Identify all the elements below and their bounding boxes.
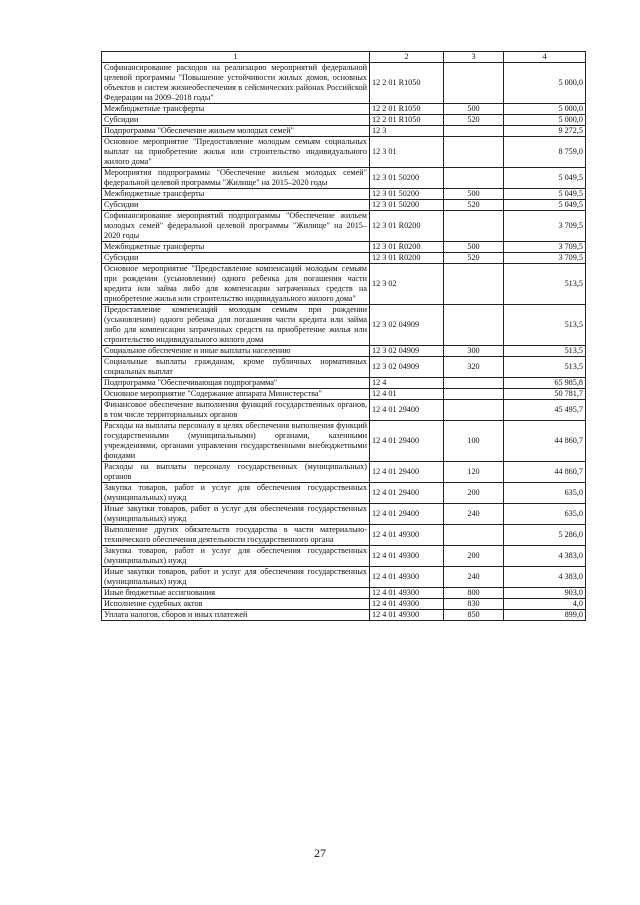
row-expense-type: 500 xyxy=(444,104,504,115)
row-name: Иные бюджетные ассигнования xyxy=(102,588,370,599)
table-row xyxy=(102,168,586,189)
row-code: 12 3 01 50200 xyxy=(370,168,444,189)
row-name: Выполнение других обязательств государства в части материально-технического обеспечения деятельности государственного органа xyxy=(102,525,370,546)
row-name: Межбюджетные трансферты xyxy=(102,242,370,253)
row-expense-type: 500 xyxy=(444,189,504,200)
table-row xyxy=(102,264,586,305)
row-amount: 3 709,5 xyxy=(504,253,586,264)
row-expense-type: 520 xyxy=(444,115,504,126)
row-code: 12 2 01 R1050 xyxy=(370,104,444,115)
table-row xyxy=(102,137,586,168)
row-amount: 899,0 xyxy=(504,610,586,621)
row-name: Предоставление компенсаций молодым семьям при рождении (усыновлении) одного ребенка для погашения части кредита или займа либо для компенсации затраченных средств на приобретение жилья или строительство индивидуального жилого дома xyxy=(102,305,370,346)
row-expense-type xyxy=(444,137,504,168)
table-row xyxy=(102,305,586,346)
table-row xyxy=(102,211,586,242)
row-code: 12 4 01 xyxy=(370,389,444,400)
row-code: 12 4 01 29400 xyxy=(370,462,444,483)
row-expense-type xyxy=(444,305,504,346)
table-row xyxy=(102,126,586,137)
row-amount: 4,0 xyxy=(504,599,586,610)
row-amount: 513,5 xyxy=(504,305,586,346)
table-row xyxy=(102,504,586,525)
row-name: Субсидии xyxy=(102,253,370,264)
row-code: 12 4 01 29400 xyxy=(370,504,444,525)
row-expense-type: 520 xyxy=(444,200,504,211)
row-name: Субсидии xyxy=(102,200,370,211)
row-expense-type xyxy=(444,211,504,242)
table-row xyxy=(102,567,586,588)
row-amount: 513,5 xyxy=(504,264,586,305)
row-code: 12 3 02 04909 xyxy=(370,305,444,346)
row-code: 12 3 02 04909 xyxy=(370,346,444,357)
row-code: 12 3 01 R0200 xyxy=(370,211,444,242)
table-row xyxy=(102,378,586,389)
row-expense-type: 500 xyxy=(444,242,504,253)
row-amount: 5 286,0 xyxy=(504,525,586,546)
column-header: 2 xyxy=(370,52,444,63)
table-row xyxy=(102,115,586,126)
row-expense-type: 240 xyxy=(444,504,504,525)
row-expense-type xyxy=(444,389,504,400)
row-name: Социальные выплаты гражданам, кроме публичных нормативных социальных выплат xyxy=(102,357,370,378)
row-expense-type: 200 xyxy=(444,483,504,504)
row-code: 12 4 xyxy=(370,378,444,389)
row-expense-type xyxy=(444,378,504,389)
row-amount: 45 495,7 xyxy=(504,400,586,421)
row-name: Субсидии xyxy=(102,115,370,126)
row-expense-type xyxy=(444,63,504,104)
row-expense-type: 100 xyxy=(444,421,504,462)
row-name: Основное мероприятие "Предоставление молодым семьям социальных выплат на приобретение жилья или строительство индивидуального жилого дома" xyxy=(102,137,370,168)
row-amount: 65 985,8 xyxy=(504,378,586,389)
table-row xyxy=(102,104,586,115)
row-amount: 5 049,5 xyxy=(504,168,586,189)
row-code: 12 4 01 49300 xyxy=(370,610,444,621)
row-expense-type: 300 xyxy=(444,346,504,357)
row-amount: 513,5 xyxy=(504,357,586,378)
row-code: 12 3 01 50200 xyxy=(370,189,444,200)
row-name: Софинансирование мероприятий подпрограммы "Обеспечение жильем молодых семей" федеральной целевой программы "Жилище" на 2015–2020 годы xyxy=(102,211,370,242)
row-code: 12 4 01 29400 xyxy=(370,483,444,504)
table-row xyxy=(102,357,586,378)
page-number: 27 xyxy=(314,846,326,860)
row-name: Подпрограмма "Обеспечивающая подпрограмма" xyxy=(102,378,370,389)
row-expense-type: 200 xyxy=(444,546,504,567)
row-code: 12 4 01 49300 xyxy=(370,546,444,567)
row-name: Расходы на выплаты персоналу государственных (муниципальных) органов xyxy=(102,462,370,483)
row-name: Софинансирование расходов на реализацию мероприятий федеральной целевой программы "Повышение устойчивости жилых домов, основных объектов и систем жизнеобеспечения в сейсмических районах Российской Федерации на 2009–2018 годы" xyxy=(102,63,370,104)
row-name: Социальное обеспечение и иные выплаты населению xyxy=(102,346,370,357)
table-row xyxy=(102,525,586,546)
row-expense-type: 520 xyxy=(444,253,504,264)
row-amount: 5 049,5 xyxy=(504,189,586,200)
row-name: Расходы на выплаты персоналу в целях обеспечения выполнения функций государственными (муниципальными) органами, казенными учреждениями, органами управления государственными внебюджетными фондами xyxy=(102,421,370,462)
row-amount: 635,0 xyxy=(504,504,586,525)
row-name: Уплата налогов, сборов и иных платежей xyxy=(102,610,370,621)
row-code: 12 3 xyxy=(370,126,444,137)
row-amount: 513,5 xyxy=(504,346,586,357)
table-row xyxy=(102,546,586,567)
table-row xyxy=(102,588,586,599)
table-row xyxy=(102,242,586,253)
table-row xyxy=(102,462,586,483)
row-code: 12 3 01 R0200 xyxy=(370,253,444,264)
row-expense-type xyxy=(444,400,504,421)
row-expense-type: 800 xyxy=(444,588,504,599)
row-name: Основное мероприятие "Предоставление компенсаций молодым семьям при рождении (усыновлении) одного ребенка для погашения части кредита или займа либо для компенсации затраченных средств на приобретение жилья или строительство индивидуального жилого дома" xyxy=(102,264,370,305)
row-amount: 5 049,5 xyxy=(504,200,586,211)
table-row xyxy=(102,253,586,264)
row-amount: 903,0 xyxy=(504,588,586,599)
row-amount: 635,0 xyxy=(504,483,586,504)
table-header-row xyxy=(102,52,586,63)
row-name: Финансовое обеспечение выполнения функций государственных органов, в том числе территориальных органов xyxy=(102,400,370,421)
row-code: 12 2 01 R1050 xyxy=(370,115,444,126)
row-code: 12 4 01 29400 xyxy=(370,421,444,462)
row-expense-type: 830 xyxy=(444,599,504,610)
row-expense-type xyxy=(444,264,504,305)
row-name: Межбюджетные трансферты xyxy=(102,104,370,115)
table-row xyxy=(102,346,586,357)
row-amount: 8 759,0 xyxy=(504,137,586,168)
row-expense-type xyxy=(444,168,504,189)
budget-table xyxy=(101,51,586,621)
table-body xyxy=(102,63,586,621)
row-code: 12 4 01 49300 xyxy=(370,599,444,610)
column-header: 1 xyxy=(102,52,370,63)
row-expense-type xyxy=(444,126,504,137)
row-name: Основное мероприятие "Содержание аппарата Министерства" xyxy=(102,389,370,400)
row-amount: 44 860,7 xyxy=(504,462,586,483)
row-amount: 5 000,0 xyxy=(504,115,586,126)
row-code: 12 4 01 29400 xyxy=(370,400,444,421)
table-row xyxy=(102,599,586,610)
row-name: Иные закупки товаров, работ и услуг для обеспечения государственных (муниципальных) нужд xyxy=(102,504,370,525)
row-amount: 4 383,0 xyxy=(504,567,586,588)
row-name: Исполнение судебных актов xyxy=(102,599,370,610)
table-row xyxy=(102,200,586,211)
row-code: 12 3 01 xyxy=(370,137,444,168)
column-header: 3 xyxy=(444,52,504,63)
row-code: 12 3 01 R0200 xyxy=(370,242,444,253)
table-row xyxy=(102,610,586,621)
row-name: Закупка товаров, работ и услуг для обеспечения государственных (муниципальных) нужд xyxy=(102,546,370,567)
table-row xyxy=(102,389,586,400)
row-name: Подпрограмма "Обеспечение жильем молодых семей" xyxy=(102,126,370,137)
row-name: Иные закупки товаров, работ и услуг для обеспечения государственных (муниципальных) нужд xyxy=(102,567,370,588)
row-code: 12 2 01 R1050 xyxy=(370,63,444,104)
row-name: Закупка товаров, работ и услуг для обеспечения государственных (муниципальных) нужд xyxy=(102,483,370,504)
row-expense-type: 120 xyxy=(444,462,504,483)
row-amount: 44 860,7 xyxy=(504,421,586,462)
row-amount: 3 709,5 xyxy=(504,211,586,242)
row-amount: 5 000,0 xyxy=(504,104,586,115)
row-amount: 9 272,5 xyxy=(504,126,586,137)
row-name: Мероприятия подпрограммы "Обеспечение жильем молодых семей" федеральной целевой программы "Жилище" на 2015–2020 годы xyxy=(102,168,370,189)
row-amount: 3 709,5 xyxy=(504,242,586,253)
row-code: 12 3 02 xyxy=(370,264,444,305)
row-amount: 5 000,0 xyxy=(504,63,586,104)
row-code: 12 3 02 04909 xyxy=(370,357,444,378)
row-expense-type: 240 xyxy=(444,567,504,588)
row-expense-type xyxy=(444,525,504,546)
row-amount: 50 781,7 xyxy=(504,389,586,400)
table-row xyxy=(102,63,586,104)
row-code: 12 4 01 49300 xyxy=(370,567,444,588)
row-code: 12 4 01 49300 xyxy=(370,525,444,546)
column-header: 4 xyxy=(504,52,586,63)
table-row xyxy=(102,189,586,200)
row-expense-type: 850 xyxy=(444,610,504,621)
row-expense-type: 320 xyxy=(444,357,504,378)
table-row xyxy=(102,483,586,504)
table-row xyxy=(102,400,586,421)
row-code: 12 3 01 50200 xyxy=(370,200,444,211)
row-code: 12 4 01 49300 xyxy=(370,588,444,599)
row-amount: 4 383,0 xyxy=(504,546,586,567)
row-name: Межбюджетные трансферты xyxy=(102,189,370,200)
table-row xyxy=(102,421,586,462)
